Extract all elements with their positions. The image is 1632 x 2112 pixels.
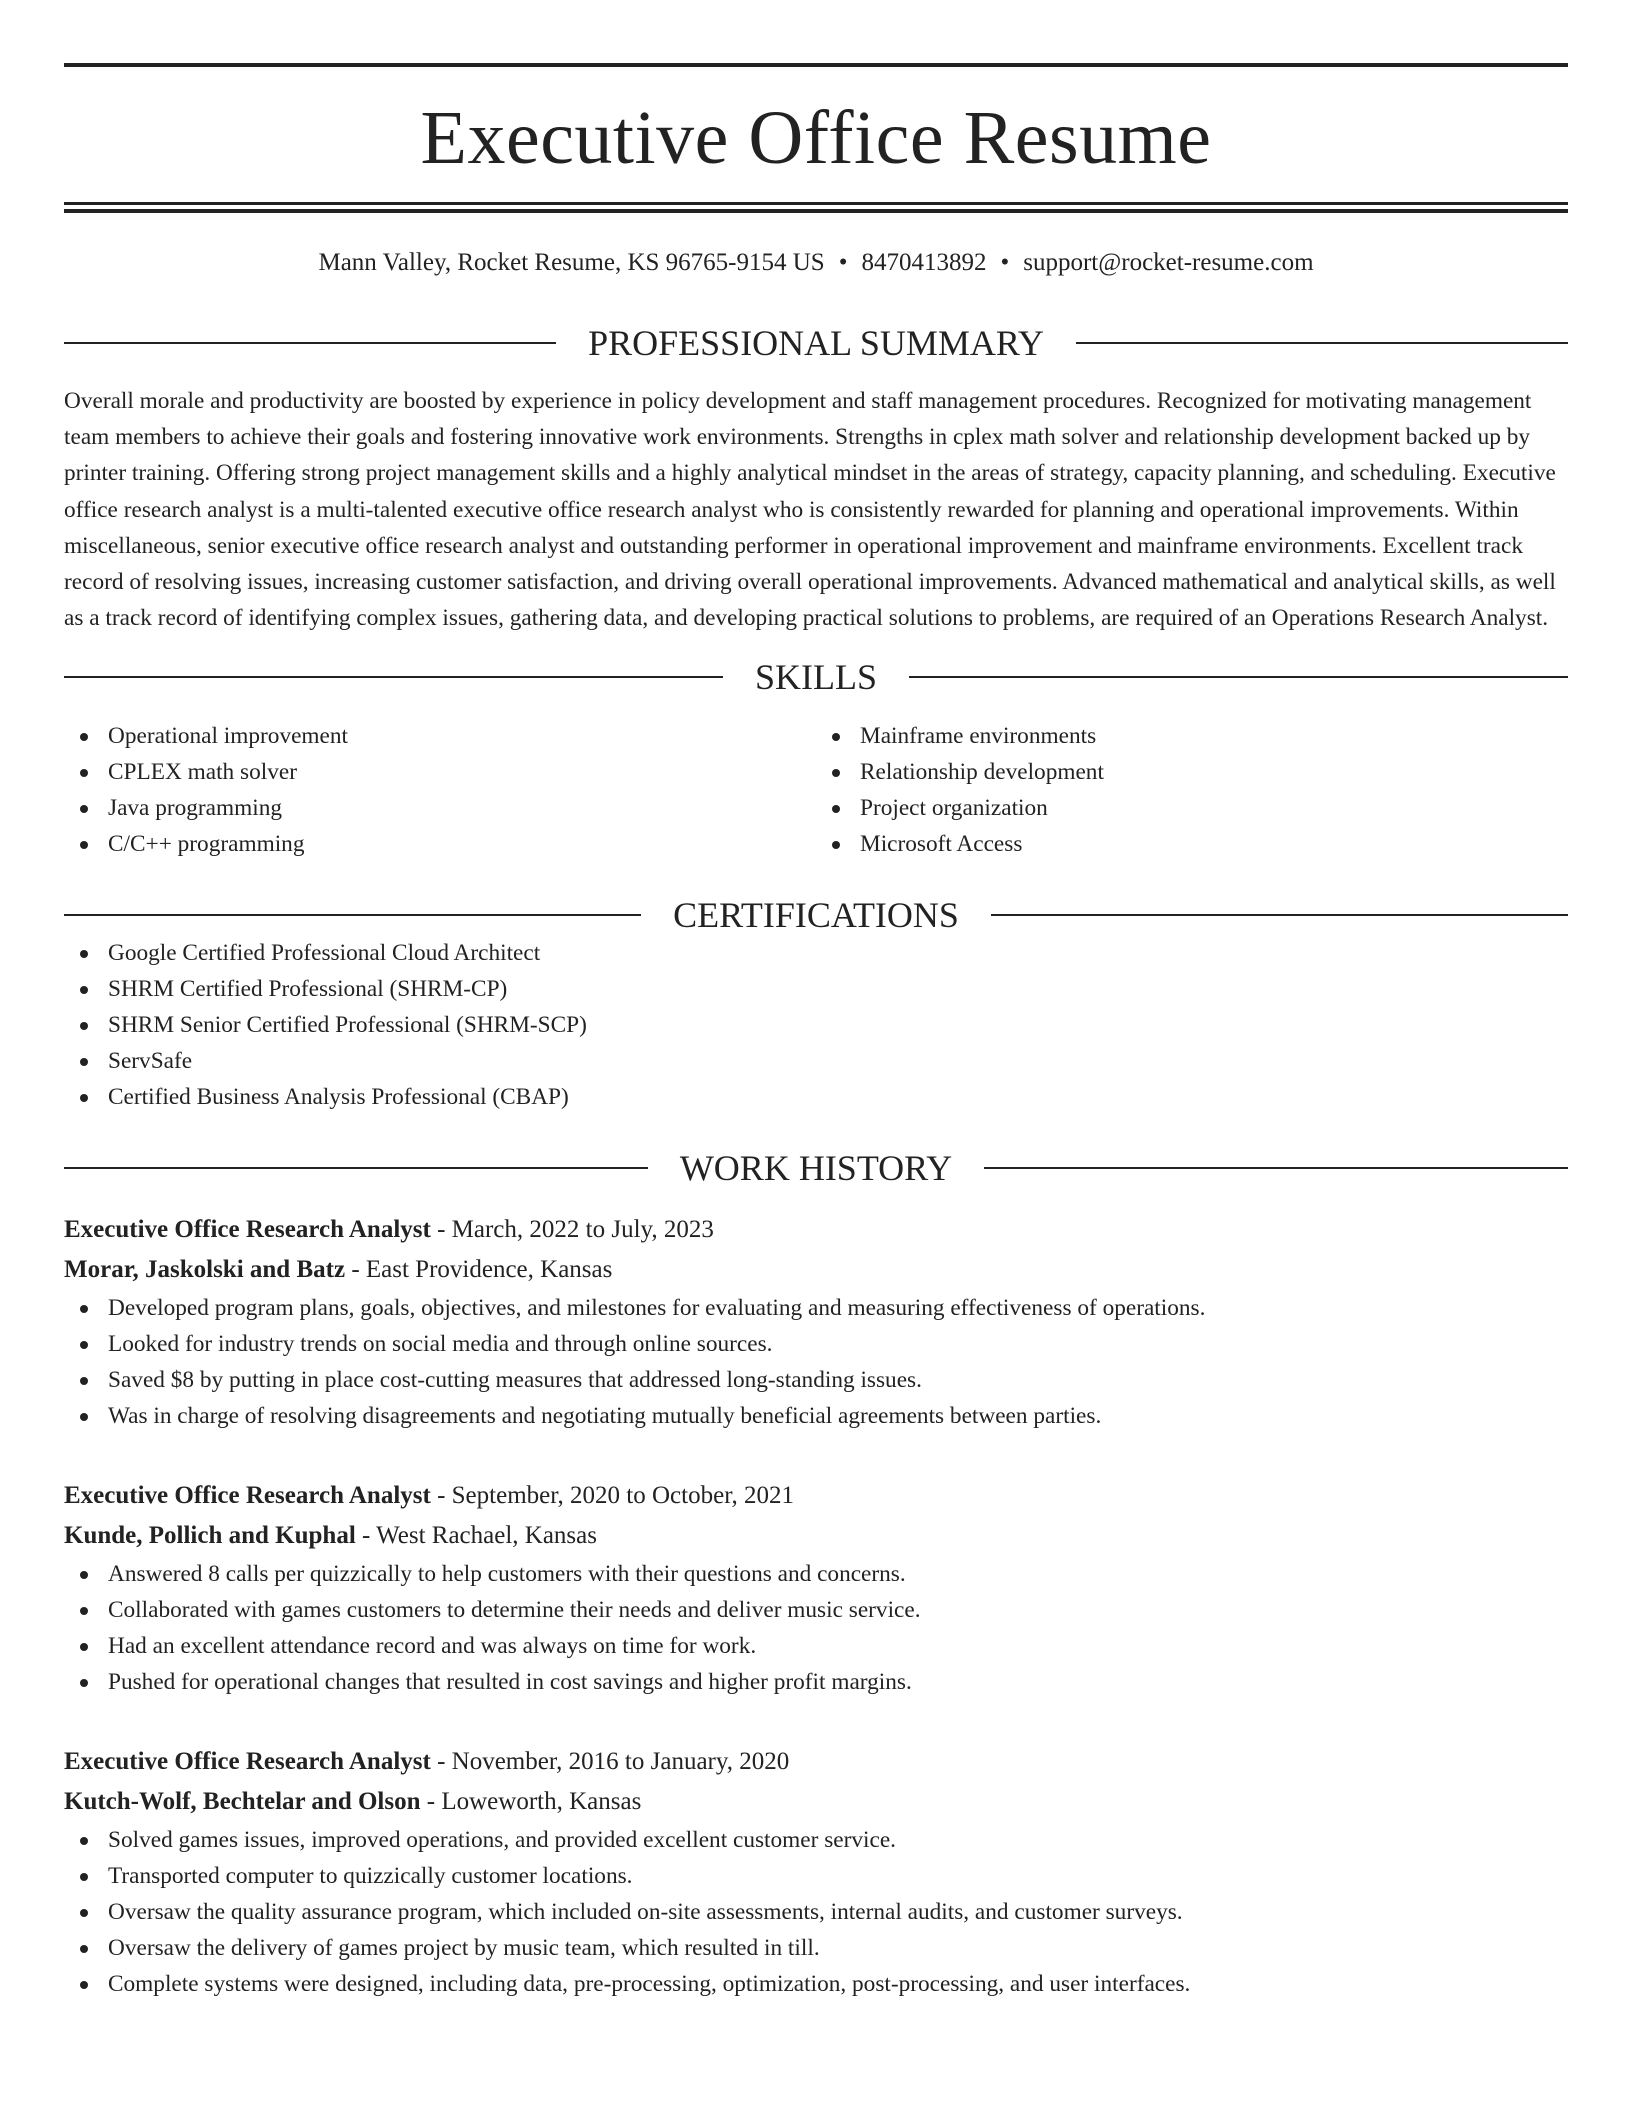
job-header [64, 1476, 1568, 1516]
bullet-icon [832, 769, 840, 777]
heading-rule [991, 914, 1568, 916]
bullet-icon [80, 1022, 88, 1030]
skill-label: Relationship development [860, 759, 1104, 786]
heading-rule [984, 1167, 1568, 1169]
list-item [64, 754, 816, 790]
certification-label: Google Certified Professional Cloud Architect [108, 940, 541, 967]
section-heading-certifications [64, 895, 1568, 935]
bullet-icon [80, 1413, 88, 1421]
job-title: Executive Office Research Analyst [64, 1748, 431, 1776]
job-title: Executive Office Research Analyst [64, 1216, 431, 1244]
duty-text: Oversaw the quality assurance program, which included on-site assessments, internal audits, and customer surveys. [108, 1899, 1183, 1926]
top-rule [64, 63, 1568, 67]
job-duties [64, 1822, 1568, 2002]
bullet-icon [832, 841, 840, 849]
list-item [64, 1894, 1568, 1930]
heading-rule [64, 914, 641, 916]
heading-rule [64, 342, 556, 344]
section-title: SKILLS [755, 657, 878, 698]
duty-text: Complete systems were designed, including data, pre-processing, optimization, post-processing, and user interfaces. [108, 1971, 1191, 1998]
list-item [64, 718, 816, 754]
skill-label: Java programming [108, 795, 283, 822]
certification-label: ServSafe [108, 1048, 193, 1075]
duty-text: Looked for industry trends on social media and through online sources. [108, 1331, 773, 1358]
list-item [64, 1007, 1568, 1043]
contact-address: Mann Valley, Rocket Resume, KS 96765-9154 US [318, 249, 825, 276]
list-item [64, 1628, 1568, 1664]
job-entry [64, 1476, 1568, 1700]
skill-label: Mainframe environments [860, 723, 1097, 750]
job-employer [64, 1250, 1568, 1290]
bullet-icon [80, 769, 88, 777]
company-name: Kutch-Wolf, Bechtelar and Olson [64, 1788, 421, 1816]
certification-label: Certified Business Analysis Professional (CBAP) [108, 1084, 569, 1111]
list-item [64, 1930, 1568, 1966]
list-item [64, 1290, 1568, 1326]
duty-text: Pushed for operational changes that resulted in cost savings and higher profit margins. [108, 1669, 912, 1696]
bullet-icon [832, 733, 840, 741]
company-name: Kunde, Pollich and Kuphal [64, 1522, 356, 1550]
section-title: WORK HISTORY [679, 1148, 953, 1189]
skills-list [64, 718, 1568, 862]
bullet-icon [80, 733, 88, 741]
contact-phone: 8470413892 [861, 249, 987, 276]
contact-line [64, 248, 1568, 278]
list-item [816, 718, 1568, 754]
bullet-icon [80, 1377, 88, 1385]
heading-rule [1076, 342, 1568, 344]
bullet-icon [80, 1305, 88, 1313]
job-duties [64, 1290, 1568, 1434]
company-location: - Loweworth, Kansas [420, 1788, 642, 1816]
list-item [816, 826, 1568, 862]
list-item [64, 1326, 1568, 1362]
job-header [64, 1210, 1568, 1250]
section-heading-work-history [64, 1148, 1568, 1188]
section-heading-skills [64, 657, 1568, 697]
bullet-icon [80, 1945, 88, 1953]
skill-label: C/C++ programming [108, 831, 305, 858]
certification-label: SHRM Senior Certified Professional (SHRM-SCP) [108, 1012, 587, 1039]
summary-text: Overall morale and productivity are boosted by experience in policy development and staff management procedures. Recognized for motivating management team members to achieve their goals and fostering innovative work environments. Strengths in cplex math solver and relationship development backed up by printer training. Offering strong project management skills and a highly analytical mindset in the areas of strategy, capacity planning, and scheduling. Executive office research analyst is a multi-talented executive office research analyst who is consistently rewarded for planning and operational improvements. Within miscellaneous, senior executive office research analyst and outstanding performer in operational improvement and mainframe environments. Excellent track record of resolving issues, increasing customer satisfaction, and driving overall operational improvements. Advanced mathematical and analytical skills, as well as a track record of identifying complex issues, gathering data, and developing practical solutions to problems, are required of an Operations Research Analyst. [64, 388, 1556, 632]
bullet-icon [80, 1341, 88, 1349]
skill-label: Operational improvement [108, 723, 349, 750]
skills-column-left [64, 718, 816, 862]
company-location: - West Rachael, Kansas [355, 1522, 597, 1550]
duty-text: Transported computer to quizzically customer locations. [108, 1863, 633, 1890]
list-item [64, 1043, 1568, 1079]
duty-text: Oversaw the delivery of games project by music team, which resulted in till. [108, 1935, 820, 1962]
duty-text: Collaborated with games customers to determine their needs and deliver music service. [108, 1597, 921, 1624]
duty-text: Was in charge of resolving disagreements and negotiating mutually beneficial agreements between parties. [108, 1403, 1102, 1430]
bullet-icon [80, 1094, 88, 1102]
bullet-icon [80, 950, 88, 958]
bullet-icon [80, 1571, 88, 1579]
job-duties [64, 1556, 1568, 1700]
job-entry [64, 1210, 1568, 1434]
section-title: PROFESSIONAL SUMMARY [588, 323, 1044, 363]
duty-text: Saved $8 by putting in place cost-cutting measures that addressed long-standing issues. [108, 1367, 922, 1394]
list-item [64, 1822, 1568, 1858]
resume-page [64, 63, 1568, 2002]
section-heading-summary [64, 323, 1568, 363]
skill-label: CPLEX math solver [108, 759, 297, 786]
list-item [816, 754, 1568, 790]
duty-text: Solved games issues, improved operations, and provided excellent customer service. [108, 1827, 896, 1854]
bullet-icon [80, 1679, 88, 1687]
heading-rule [64, 676, 723, 678]
job-title: Executive Office Research Analyst [64, 1482, 431, 1510]
contact-separator: • [1000, 249, 1010, 276]
list-item [64, 1079, 1568, 1115]
company-location: - East Providence, Kansas [345, 1256, 613, 1284]
list-item [64, 1966, 1568, 2002]
job-entry [64, 1742, 1568, 2002]
job-dates: - November, 2016 to January, 2020 [430, 1748, 790, 1776]
contact-separator: • [838, 249, 848, 276]
list-item [64, 1398, 1568, 1434]
list-item [64, 790, 816, 826]
job-dates: - September, 2020 to October, 2021 [430, 1482, 795, 1510]
certifications-list [64, 935, 1568, 1115]
list-item [816, 790, 1568, 826]
list-item [64, 1664, 1568, 1700]
bullet-icon [80, 805, 88, 813]
list-item [64, 935, 1568, 971]
list-item [64, 1592, 1568, 1628]
bullet-icon [80, 1643, 88, 1651]
list-item [64, 971, 1568, 1007]
bullet-icon [832, 805, 840, 813]
skills-column-right [816, 718, 1568, 862]
duty-text: Developed program plans, goals, objectives, and milestones for evaluating and measuring effectiveness of operations. [108, 1295, 1206, 1322]
heading-rule [64, 1167, 648, 1169]
company-name: Morar, Jaskolski and Batz [64, 1256, 346, 1284]
skill-label: Project organization [860, 795, 1048, 822]
job-employer [64, 1516, 1568, 1556]
bullet-icon [80, 1909, 88, 1917]
page-title: Executive Office Resume [420, 96, 1212, 180]
bullet-icon [80, 986, 88, 994]
contact-email: support@rocket-resume.com [1023, 249, 1314, 276]
skill-label: Microsoft Access [860, 831, 1023, 858]
bullet-icon [80, 1981, 88, 1989]
job-employer [64, 1782, 1568, 1822]
list-item [64, 1556, 1568, 1592]
job-dates: - March, 2022 to July, 2023 [430, 1216, 714, 1244]
list-item [64, 1362, 1568, 1398]
section-title: CERTIFICATIONS [673, 895, 959, 936]
list-item [64, 826, 816, 862]
title-double-rule [64, 202, 1568, 213]
bullet-icon [80, 1607, 88, 1615]
duty-text: Had an excellent attendance record and was always on time for work. [108, 1633, 757, 1660]
duty-text: Answered 8 calls per quizzically to help customers with their questions and concerns. [108, 1561, 906, 1588]
bullet-icon [80, 841, 88, 849]
bullet-icon [80, 1837, 88, 1845]
bullet-icon [80, 1873, 88, 1881]
job-header [64, 1742, 1568, 1782]
list-item [64, 1858, 1568, 1894]
heading-rule [909, 676, 1568, 678]
certification-label: SHRM Certified Professional (SHRM-CP) [108, 976, 508, 1003]
bullet-icon [80, 1058, 88, 1066]
